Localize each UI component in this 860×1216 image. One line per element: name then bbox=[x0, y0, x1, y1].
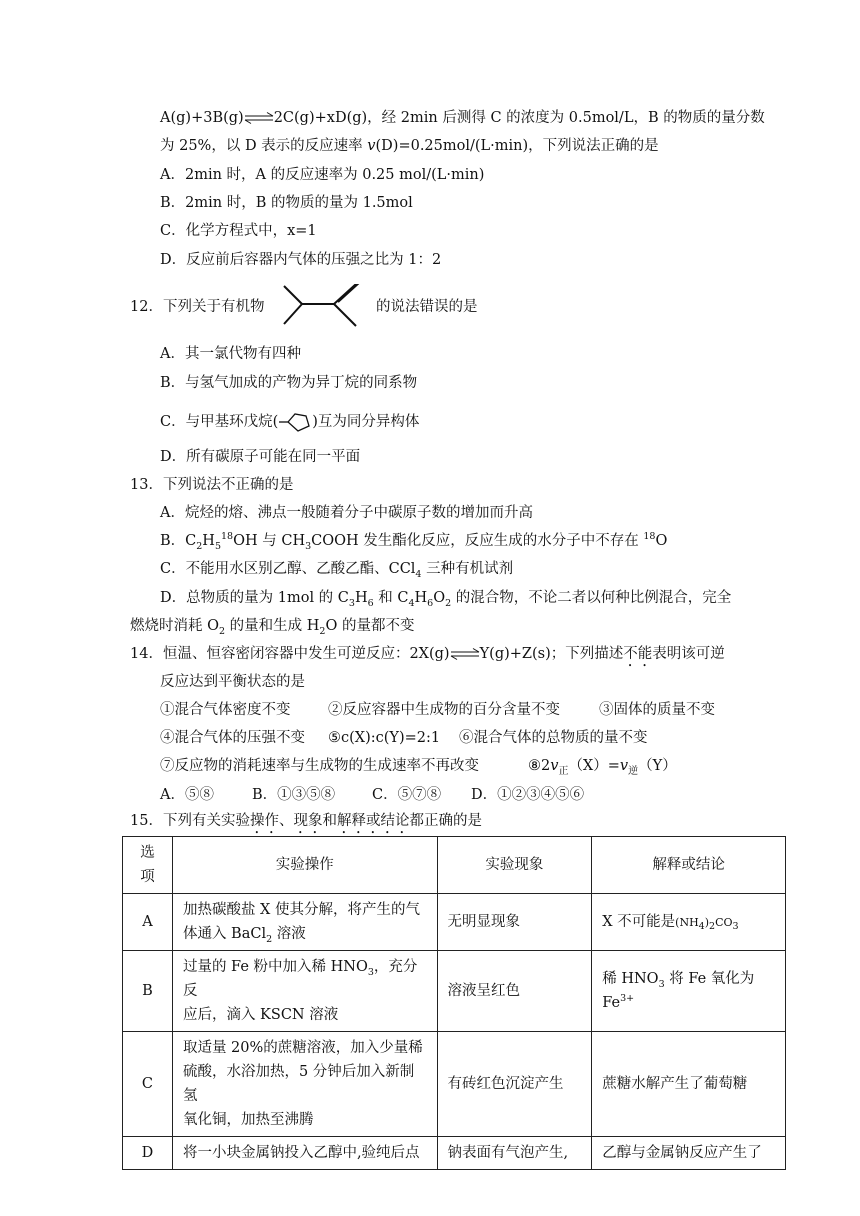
header-option: 选项 bbox=[123, 837, 173, 894]
q11-line2: 为 25%，以 D 表示的反应速率 v(D)=0.25mol/(L·min)，下列说法正确的是 bbox=[160, 138, 659, 154]
q13-option-c: C．不能用水区别乙醇、乙酸乙酯、CCl$_4$ 三种有机试剂 bbox=[160, 561, 514, 580]
q13-stem: 13．下列说法不正确的是 bbox=[130, 477, 294, 493]
q14-statement-8: $⑧2v_正(X)=v_逆(Y)$ bbox=[528, 758, 677, 777]
operation-cell: 过量的 Fe 粉中加入稀 $HNO_3$，充分反 应后，滴入 KSCN 溶液 bbox=[172, 951, 437, 1032]
row-label: A bbox=[123, 894, 173, 951]
operation-cell: 将一小块金属钠投入乙醇中,验纯后点 bbox=[172, 1137, 437, 1170]
conclusion-cell: X 不可能是$(NH_4)_2CO_3$ bbox=[592, 894, 786, 951]
q11-option-a: A．2min 时，A 的反应速率为 0.25 mol/(L·min) bbox=[160, 167, 485, 183]
q13-option-b: B．$C_2H_5^{18}OH$ 与 $CH_3COOH$ 发生酯化反应，反应生成的水分子中不存在 $^{18}$O bbox=[160, 531, 668, 552]
q14-statement-7: ⑦反应物的消耗速率与生成物的生成速率不再改变 bbox=[160, 758, 479, 774]
row-label: B bbox=[123, 951, 173, 1032]
conclusion-cell: 稀 $HNO_3$ 将 Fe 氧化为 $Fe^{3+}$ bbox=[592, 951, 786, 1032]
equilibrium-arrow-icon bbox=[244, 112, 274, 124]
q11-line1: A(g)+3B(g) 2C(g)+xD(g)，经 2min 后测得 C 的浓度为 0.5mol/L，B 的物质的量分数 bbox=[160, 110, 765, 126]
header-operation: 实验操作 bbox=[172, 837, 437, 894]
q14-option-a: A．⑤⑧ bbox=[160, 787, 214, 803]
q12-stem-end: 的说法错误的是 bbox=[376, 299, 478, 315]
q13-option-d: D．总物质的量为 1mol 的 $C_3H_6$ 和 $C_4H_6O_2$ 的混合物，不论二者以何种比例混合，完全 bbox=[160, 590, 732, 609]
conclusion-cell: 乙醇与金属钠反应产生了 bbox=[592, 1137, 786, 1170]
q12-option-d: D．所有碳原子可能在同一平面 bbox=[160, 449, 361, 465]
conclusion-cell: 蔗糖水解产生了葡萄糖 bbox=[592, 1032, 786, 1137]
phenomenon-cell: 无明显现象 bbox=[437, 894, 592, 951]
header-phenomenon: 实验现象 bbox=[437, 837, 592, 894]
experiment-table bbox=[122, 836, 786, 1170]
q12-option-b: B．与氢气加成的产物为异丁烷的同系物 bbox=[160, 375, 418, 391]
q14-statement-6: ⑥混合气体的总物质的量不变 bbox=[459, 730, 648, 746]
q14-stem: 14．恒温、恒容密闭容器中发生可逆反应：2X(g) Y(g)+Z(s)；下列描述不能表明该可逆 bbox=[130, 646, 725, 662]
row-label: C bbox=[123, 1032, 173, 1137]
phenomenon-cell: 钠表面有气泡产生, bbox=[437, 1137, 592, 1170]
methylcyclopentane-icon bbox=[278, 411, 312, 433]
q14-option-b: B．①③⑤⑧ bbox=[252, 787, 336, 803]
q12-option-a: A．其一氯代物有四种 bbox=[160, 346, 301, 362]
q14-stem-cont: 反应达到平衡状态的是 bbox=[160, 674, 305, 690]
table-row bbox=[123, 894, 786, 951]
q11-option-b: B．2min 时，B 的物质的量为 1.5mol bbox=[160, 195, 413, 211]
table-row bbox=[123, 1032, 786, 1137]
table-row bbox=[123, 951, 786, 1032]
q14-statement-2: ②反应容器中生成物的百分含量不变 bbox=[328, 702, 560, 718]
q12-stem: 12．下列关于有机物 bbox=[130, 299, 265, 315]
header-conclusion: 解释或结论 bbox=[592, 837, 786, 894]
q14-statement-3: ③固体的质量不变 bbox=[599, 702, 715, 718]
organic-structure-icon bbox=[280, 284, 364, 330]
q14-statement-4: ④混合气体的压强不变 bbox=[160, 730, 305, 746]
operation-cell: 取适量 20%的蔗糖溶液，加入少量稀 硫酸，水浴加热，5 分钟后加入新制氢 氧化铜，加热至沸腾 bbox=[172, 1032, 437, 1137]
q13-option-d-cont: 燃烧时消耗 $O_2$ 的量和生成 $H_2O$ 的量都不变 bbox=[130, 618, 415, 637]
operation-cell: 加热碳酸盐 X 使其分解，将产生的气 体通入 BaCl$_2$ 溶液 bbox=[172, 894, 437, 951]
q11-option-d: D．反应前后容器内气体的压强之比为 1：2 bbox=[160, 252, 442, 268]
table-header-row bbox=[123, 837, 786, 894]
q14-option-c: C．⑤⑦⑧ bbox=[372, 787, 442, 803]
phenomenon-cell: 溶液呈红色 bbox=[437, 951, 592, 1032]
row-label: D bbox=[123, 1137, 173, 1170]
q14-statement-1: ①混合气体密度不变 bbox=[160, 702, 291, 718]
q11-option-c: C．化学方程式中，x=1 bbox=[160, 223, 317, 239]
table-row bbox=[123, 1137, 786, 1170]
equilibrium-arrow-icon bbox=[450, 648, 480, 660]
q13-option-a: A．烷烃的熔、沸点一般随着分子中碳原子数的增加而升高 bbox=[160, 505, 533, 521]
q14-statement-5: ⑤c(X):c(Y)=2:1 bbox=[328, 730, 441, 746]
q15-stem: 15．下列有关实验操作、现象和解释或结论都正确的是 bbox=[130, 813, 482, 829]
q12-option-c: C．与甲基环戊烷( )互为同分异构体 bbox=[160, 411, 419, 433]
q14-option-d: D．①②③④⑤⑥ bbox=[471, 787, 585, 803]
phenomenon-cell: 有砖红色沉淀产生 bbox=[437, 1032, 592, 1137]
